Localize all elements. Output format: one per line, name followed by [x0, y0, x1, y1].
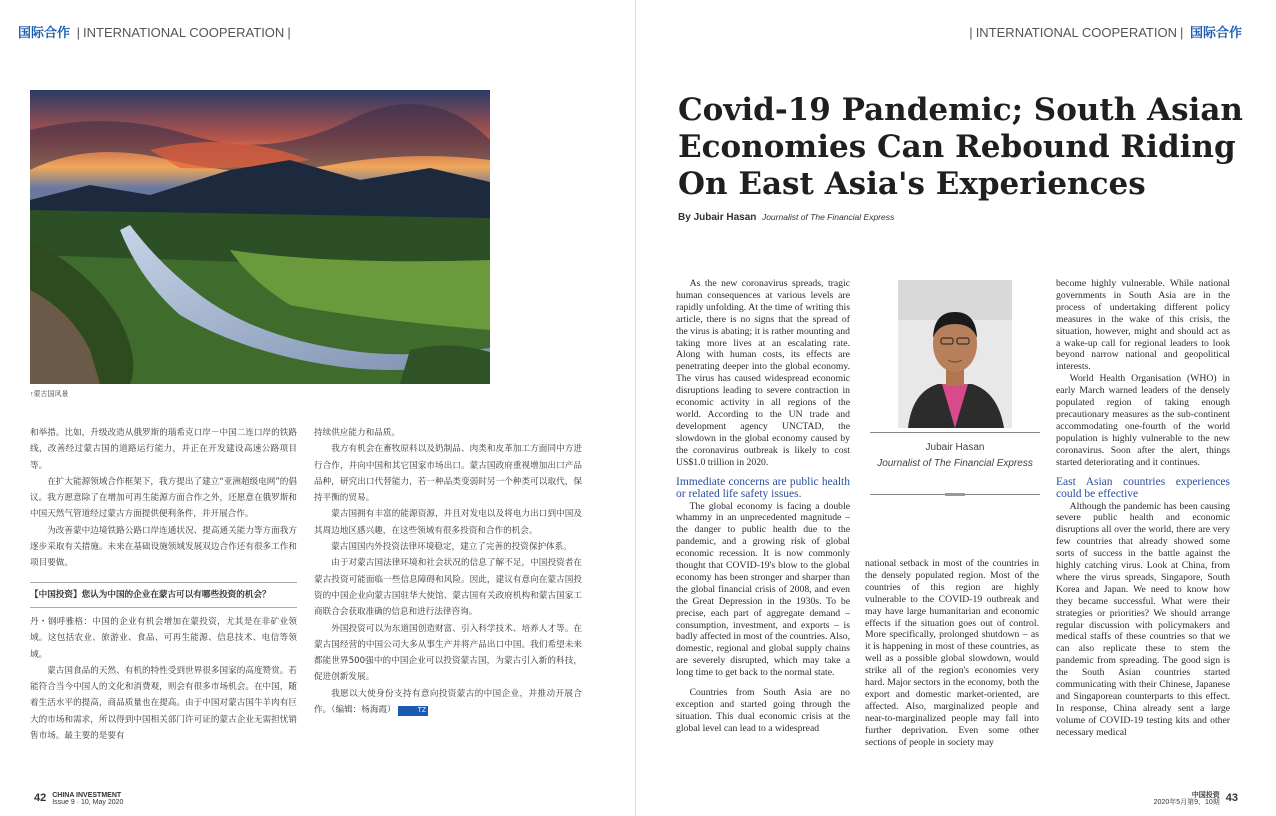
article-title: Covid-19 Pandemic; South Asian Economies Can Rebound Riding On East Asia's Experiences — [678, 92, 1243, 202]
paragraph: Although the pandemic has been causing severe public health and economic disruptions all over the world, there are very few countries that already showed some sorts of success in the battle against the highly catching virus. Look at China, from where the virus spreads, Singapore, South Korea and Japan. We need to know how they became successful. What were their strategies or priorities? We should arrange regular discussion with policymakers and medical staffs of these countries so that we can also replicate these to stem the pandemic from spreading. The good sign is the South Asian countries started communicating with their Chinese, Japanese and Singaporean counterparts to this effect. In response, China already sent a large volume of COVID-19 testing kits and other necessary medical — [1056, 500, 1230, 738]
interview-question: 【中国投资】您认为中国的企业在蒙古可以有哪些投资的机会？ — [30, 582, 297, 608]
subheading: East Asian countries experiences could be effective — [1056, 475, 1230, 500]
paragraph: 蒙古国食品的天然、有机的特性受到世界很多国家的高度赞赏。若能符合当今中国人的文化和消费观，则会有很多市场机会。在中国，随着生活水平的提高，商品质量也在提高。由于中国对蒙古国牛羊肉有巨大的市场和需求，所以得到中国相关部门许可证的蒙古企业无需担忧销售市场。最主要的是要有 — [30, 665, 297, 742]
paragraph: 我愿以大使身份支持有意向投资蒙古的中国企业，并推动开展合作。（编辑：杨海霞） TZ — [314, 688, 582, 716]
paragraph: 和举措。比如，升级改造从俄罗斯的瑙希克口岸－中国二连口岸的铁路线，改善经过蒙古国的道路运行能力，并正在开发建设高速公路项目等。 — [30, 428, 297, 471]
paragraph: become highly vulnerable. While national governments in South Asia are in the process of undertaking different policy measures in the wake of this crisis, the situation, however, might and should act as a wake-up call for regional leaders to look beyond narrow national and geopolitical interests. — [1056, 278, 1230, 373]
page-footer — [30, 792, 123, 806]
paragraph: World Health Organisation (WHO) in early March warned leaders of the densely populated region of taking enough precautionary measures as the sub-continent accommodating one-fourth of the world population is highly vulnerable to the new coronavirus. Soon after the alert, things started deteriorating and it continues. — [1056, 373, 1230, 468]
right-page — [638, 0, 1276, 816]
section-header-en: INTERNATIONAL COOPERATION — [975, 25, 1177, 40]
paragraph: Countries from South Asia are no exception and started going through the situation. This dual economic crisis at the global level can lead to a widespread — [676, 687, 850, 734]
chinese-column-2 — [314, 425, 582, 780]
magazine-name: CHINA INVESTMENT — [52, 792, 122, 800]
paragraph: 蒙古国拥有丰富的能源资源，并且对发电以及将电力出口到中国及其周边地区感兴趣，在这些领域有很多投资和合作的机会。 — [314, 509, 582, 536]
section-header: 国际合作 | INTERNATIONAL COOPERATION | — [18, 25, 291, 40]
divider — [870, 432, 1040, 433]
page-number: 42 — [34, 792, 47, 804]
landscape-photo — [30, 90, 490, 384]
paragraph: 外国投资可以为东道国创造财富、引入科学技术、培养人才等。在蒙古国经营的中国公司大多从事生产并将产品出口中国。我们希望未来都能世界500强中的中国企业可以投资蒙古国，为蒙古引入新的科技，促进创新发展。 — [314, 623, 582, 683]
section-header-cn: 国际合作 — [18, 25, 71, 40]
paragraph: 我方有机会在畜牧原料以及奶制品、肉类和皮革加工方面同中方进行合作，并向中国和其它国家市场出口。蒙古国政府重视增加出口产品品种，研究出口代替能力，若一种品类变弱时另一个种类可以取代，保持平衡的贸易。 — [314, 444, 582, 504]
author-portrait — [898, 280, 1012, 428]
paragraph: 丹・钢呼雅格：中国的企业有机会增加在蒙投资，尤其是在非矿业领域。这包括农业、旅游业、食品、可再生能源、信息技术、电信等领域。 — [30, 616, 297, 660]
author-role: Journalist of The Financial Express — [761, 212, 895, 222]
page-number: 43 — [1225, 792, 1238, 804]
paragraph: As the new coronavirus spreads, tragic human consequences at various levels are rapidly unfolding. At the time of writing this article, there is no signs that the spread of the virus is abating; it is rather mounting and taking more lives at an escalating rate. Along with human costs, its effects are penetrating deeper into the global economy. The virus has caused widespread economic disruptions leading to severe contraction in economic activity in all regions of the world. According to the UN trade and development agency UNCTAD, the slowdown in the global economy caused by the coronavirus outbreak is likely to cost US$1.0 trillion in 2020. — [676, 278, 850, 468]
tz-badge: TZ — [398, 706, 428, 716]
byline: By Jubair Hasan Journalist of The Financial Express — [678, 212, 895, 223]
issue-info: Issue 9 · 10, May 2020 — [52, 799, 124, 807]
article-column-1 — [676, 278, 850, 766]
left-page — [0, 0, 636, 816]
portrait-role: Journalist of The Financial Express — [877, 458, 1033, 469]
section-header-cn: 国际合作 — [1189, 25, 1242, 40]
author-name: Jubair Hasan — [693, 212, 757, 223]
paragraph: 蒙古国国内外投资法律环境稳定，建立了完善的投资保护体系。 — [331, 542, 572, 553]
issue-info: 2020年5月第9、10期 — [1153, 799, 1220, 807]
article-column-3 — [1056, 278, 1230, 766]
article-column-2 — [865, 558, 1039, 766]
section-header-en: INTERNATIONAL COOPERATION — [83, 25, 285, 40]
paragraph: national setback in most of the countries in the densely populated region. Most of the countries of this region are highly vulnerable to the COVID-19 outbreak and may have large humanitarian and economic effects if the situation goes out of control. More specifically, prolonged shutdown – as it is happening in most of these countries, as well as a possible global slowdown, would strike all of the region's economies very hard. Major sectors in the economy, both the export and domestic market-oriented, are affected. Also, marginalized people and near-to-marginalized people may fall into further deprivation. Even some other sections of people in society may — [865, 558, 1039, 748]
photo-caption: ↑蒙古国风景 — [30, 391, 69, 398]
paragraph: 持续供应能力和品质。 — [314, 428, 400, 438]
subheading: Immediate concerns are public health or related life safety issues. — [676, 475, 850, 500]
chinese-column-1 — [30, 425, 297, 780]
divider — [870, 494, 1040, 495]
page-footer — [1154, 792, 1242, 806]
paragraph: 为改善蒙中边境铁路公路口岸连通状况、提高通关能力等方面我方逐步采取有关措施。未来在基础设施领域发展双边合作还有很多工作和项目要做。 — [30, 525, 297, 569]
paragraph: 由于对蒙古国法律环境和社会状况的信息了解不足，中国投资者在蒙古投资可能面临一些信息障碍和风险。因此，建议有意向在蒙古国投资的中国企业向蒙古国驻华大使馆、蒙古国有关政府机构和蒙古国家工商联合会获取准确的信息和进行法律咨询。 — [314, 558, 582, 618]
section-header: | INTERNATIONAL COOPERATION | 国际合作 — [969, 25, 1242, 40]
paragraph: 在扩大能源领域合作框架下，我方提出了建立“亚洲超级电网”的倡议。我方愿意除了在增加可再生能源方面合作之外，还愿意在俄罗斯和中国天然气管道经过蒙古方面提供便利条件，并开展合作。 — [30, 476, 297, 520]
paragraph: The global economy is facing a double whammy in an unprecedented magnitude – the danger to public health due to the pandemic, and a growing risk of global economic recession. It is now commonly thought that COVID-19's blow to the global economy has been stronger and sharper than the global financial crisis of 2008, and even the Great Depression in the 1930s. To be precise, each part of aggregate demand – consumption, investment, and exports – is badly affected in most of the countries. Also, domestic, regional and global supply chains are severely disrupted, which may take a long time to get back to the normal state. — [676, 500, 850, 679]
portrait-name: Jubair Hasan — [925, 442, 985, 453]
portrait-caption — [870, 440, 1040, 472]
magazine-name: 中国投资 — [1191, 792, 1220, 800]
